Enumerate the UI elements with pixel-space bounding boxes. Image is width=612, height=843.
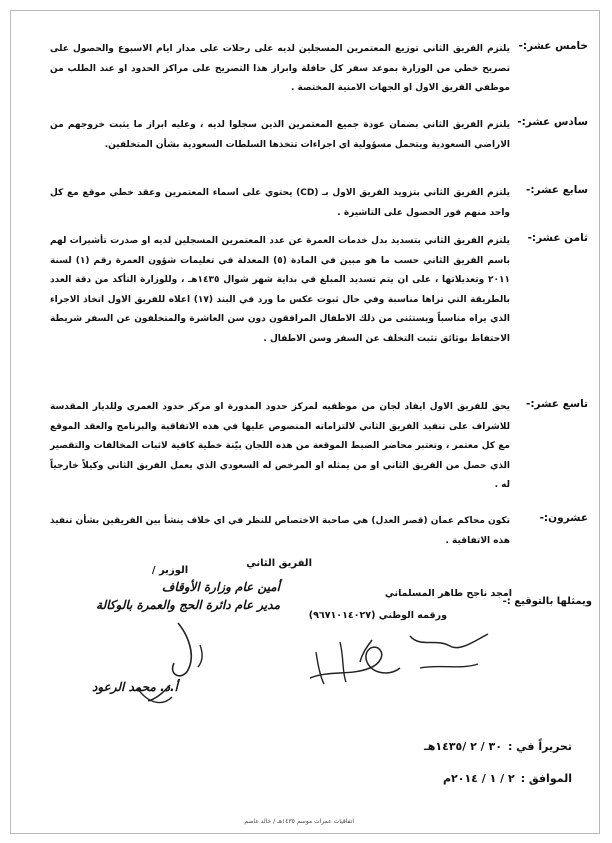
hijri-date-value: ٣٠ / ٢ /١٤٣٥هـ <box>424 740 502 753</box>
page-footer: اتفاقيات عمرات موسم ١٤٣٥هـ / خالد عاصم <box>244 818 354 825</box>
clause-text: يحق للفريق الاول ايفاد لجان من موظفيه لمركز حدود المدورة او مركز حدود العمري وللديار المقدسة للاشراف على تنفيذ الفريق الثاني لالتزاماته المنصوص عليها في هذه الاتفاقية والبرنامج والعقد الموقع مع كل معتمر ، وتعتبر محاضر الضبط الموقعة من هذه اللجان بيّنة خطية كافية لاثبات المخالفات والتقصير الذي حصل من الفريق الثاني او من يمثله او المرخص له السعودي الذي يعمل الفريق الثاني وكيلاً خارجياً له . <box>50 402 510 490</box>
clause-label: خامس عشر:- <box>518 40 588 52</box>
gregorian-date-label: الموافق : <box>520 772 572 785</box>
clause-label: سابع عشر:- <box>526 184 588 196</box>
gregorian-date-value: ٢ / ١ / ٢٠١٤م <box>442 772 515 785</box>
clause-text: يلتزم الفريق الثاني توزيع المعتمرين المسجلين لديه على رحلات على مدار ايام الاسبوع والحصول على تصريح خطي من الوزارة بموعد سفر كل حافلة وابراز هذا التصريح على مراكز الحدود او عند الطلب من موظفي الفريق الاول او الجهات الامنية المختصة . <box>50 44 510 93</box>
clause-label: ثامن عشر:- <box>527 232 588 244</box>
first-party-block <box>60 565 280 612</box>
second-party-rep-name: امجد ناجح طاهر المسلماني <box>384 588 512 599</box>
gregorian-date <box>443 772 572 785</box>
second-party-title: الفريق الثاني <box>246 558 312 569</box>
clause-19 <box>48 398 588 508</box>
minister-label: الوزير / <box>151 565 189 576</box>
clause-16 <box>48 116 588 181</box>
first-party-signature-icon <box>108 615 248 710</box>
clause-17 <box>48 184 588 229</box>
second-party-rep-label: ويمثلها بالتوقيع :- <box>502 596 592 607</box>
director-general-title: مدير عام دائرة الحج والعمرة بالوكالة <box>96 598 280 612</box>
hijri-date <box>424 740 572 753</box>
clause-label: تاسع عشر:- <box>526 398 588 410</box>
clause-text: تكون محاكم عمان (قصر العدل) هي صاحبة الاختصاص للنظر في اي خلاف ينشأ بين الفريقين بشأن تنفيذ هذه الاتفاقية . <box>50 516 510 546</box>
clause-18 <box>48 232 588 392</box>
clause-text: يلتزم الفريق الثاني بتسديد بدل خدمات العمرة عن عدد المعتمرين المسجلين لديه او صدرت تأشيرات لهم باسم الفريق الثاني حسب ما هو مبين في المادة (٥) المعدلة في تعليمات شؤون العمرة رقم (١) لسنة ٢٠١١ وتعديلاتها ، على ان يتم تسديد المبلغ في بداية شهر شوال ١٤٣٥هـ ، وللوزارة التأكد من دقة العدد بالطريقة التي تراها مناسبة وفي حال ثبوت عكس ما ورد في البند (١٧) اعلاه للفريق الاول اتخاذ الاجراء الذي يراه مناسباً ويستثنى من ذلك الاطفال المرافقون دون سن العاشرة والمتخلفون عن السفر شريطة الاحتفاظ بوثائق تثبت التخلف عن السفر وسن الاطفال . <box>50 236 510 344</box>
hijri-date-label: تحريراً في : <box>507 740 572 753</box>
clause-label: عشرون:- <box>539 512 588 524</box>
first-party-name: أ.د. محمد الرعود <box>92 680 178 694</box>
second-party-national-id: ورقمه الوطني (٩٦٧١٠١٤٠٢٧) <box>308 610 447 621</box>
secretary-general-title: أمين عام وزارة الأوقاف <box>161 580 280 594</box>
clause-text: يلتزم الفريق الثاني بتزويد الفريق الاول بـ (CD) يحتوي على اسماء المعتمرين وعقد خطي موقع مع كل واحد منهم فور الحصول على التاشيرة . <box>50 188 510 218</box>
second-party-signature-icon <box>300 618 500 693</box>
clause-15 <box>48 40 588 120</box>
clause-label: سادس عشر:- <box>517 116 588 128</box>
clause-text: يلتزم الفريق الثاني بضمان عودة جميع المعتمرين الذين سجلوا لديه ، وعليه ابراز ما يثبت خروجهم من الاراضي السعودية ويتحمل مسؤولية اي اجراءات تتخذها السلطات السعودية بشأن المتخلفين. <box>50 120 510 150</box>
clause-20 <box>48 512 588 557</box>
